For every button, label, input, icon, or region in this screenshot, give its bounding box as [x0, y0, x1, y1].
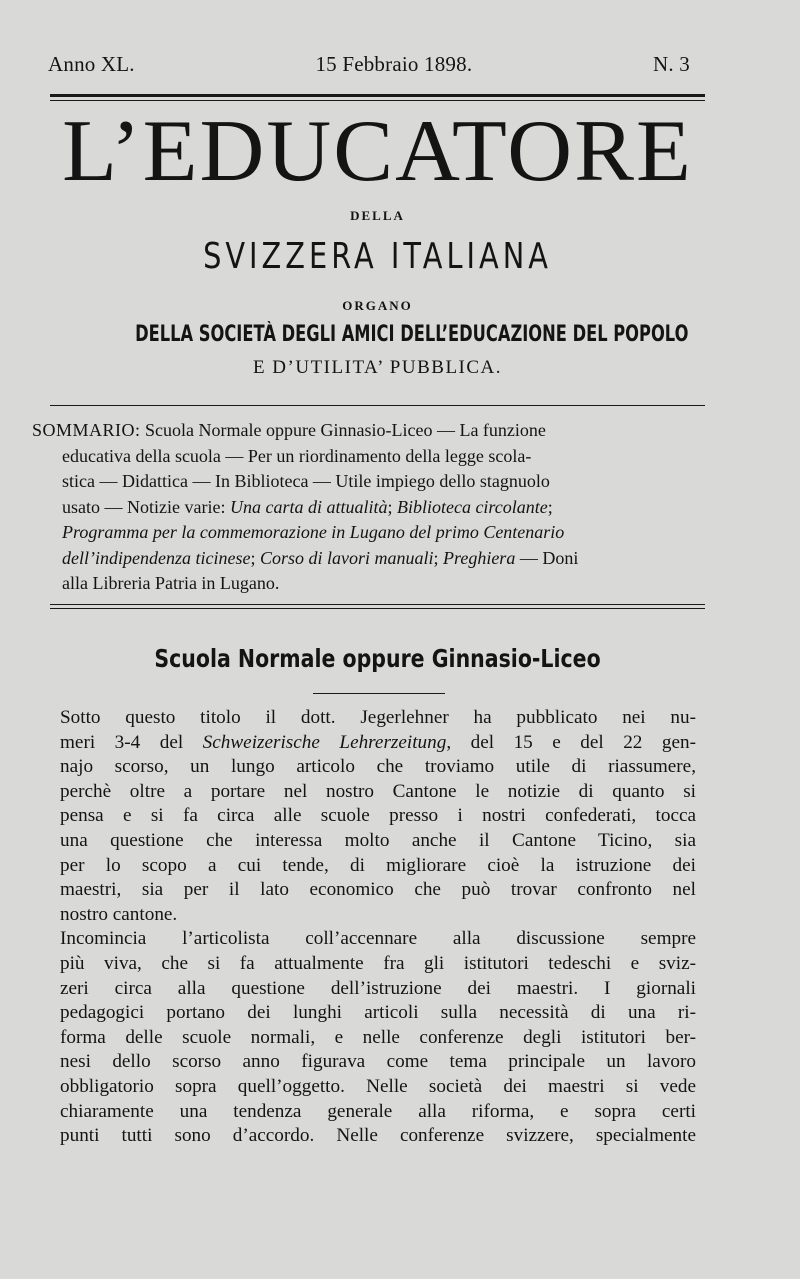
article-paragraph-2: Incomincia l’articolista coll’accennare alla discussione sempre più viva, che si fa attualmente fra gli istitutori tedeschi e sviz- zeri circa alla questione dell’istruzione dei maestri. I giornali pedagogici portano dei lunghi articoli sulla necessità di una ri- forma delle scuole normali, e nelle conferenze degli istitutori ber- nesi dello scorso anno figurava come tema principale un lavoro obbligatorio sopra quell’oggetto. Nelle società dei maestri si vede chiaramente una tendenza generale alla riforma, e sopra certi punti tutti sono d’accordo. Nelle conferenze svizzere, specialmente	[60, 928, 696, 1147]
summary-line-7: alla Libreria Patria in Lugano.	[62, 573, 280, 593]
summary-line-3: stica — Didattica — In Biblioteca — Utile impiego dello stagnuolo	[62, 471, 550, 491]
masthead-della: DELLA	[350, 208, 405, 223]
article-body	[60, 706, 696, 1149]
masthead-organo: ORGANO	[342, 298, 413, 313]
title-underline	[313, 693, 445, 694]
masthead-bottom-rule	[50, 405, 705, 406]
article-title: Scuola Normale oppure Ginnasio-Liceo	[154, 644, 601, 673]
edition-line	[48, 52, 690, 77]
summary-bottom-rule	[50, 604, 705, 609]
masthead-title: L’EDUCATORE	[62, 103, 693, 200]
masthead-society: DELLA SOCIETÀ DEGLI AMICI DELL’EDUCAZIONE DEL POPOLO	[135, 322, 689, 347]
summary-line-1: SOMMARIO: Scuola Normale oppure Ginnasio-Liceo — La funzione	[32, 420, 546, 440]
issue-date: 15 Febbraio 1898.	[315, 52, 473, 76]
masthead-subtitle: SVIZZERA ITALIANA	[203, 236, 552, 277]
issue-number: N. 3	[653, 52, 690, 76]
summary-line-5: Programma per la commemorazione in Lugano del primo Centenario	[62, 522, 565, 542]
year-label: Anno XL.	[48, 52, 135, 76]
summary-line-2: educativa della scuola — Per un riordinamento della legge scola-	[62, 445, 532, 466]
summary-label: SOMMARIO:	[32, 420, 141, 440]
summary-line-4: usato — Notizie varie: Una carta di attualità; Biblioteca circolante;	[62, 496, 553, 517]
summary-block	[32, 418, 694, 597]
masthead-society-line2: E D’UTILITA’ PUBBLICA.	[252, 357, 503, 378]
article-paragraph-1: Sotto questo titolo il dott. Jegerlehner ha pubblicato nei nu- meri 3-4 del Schweizerische Lehrerzeitung, del 15 e del 22 gen- najo scorso, un lungo articolo che troviamo utile di riassumere, perchè oltre a portare nel nostro Cantone le notizie di quanto si pensa e si fa circa alle scuole presso i nostri confederati, tocca una questione che interessa molto anche il Cantone Ticino, sia per lo scopo a cui tende, di migliorare cioè la istruzione dei maestri, sia per il lato economico che può trovar confronto nel nostro cantone.	[60, 707, 696, 925]
summary-line-6: dell’indipendenza ticinese; Corso di lavori manuali; Preghiera — Doni	[62, 547, 579, 568]
top-double-rule	[50, 94, 705, 101]
